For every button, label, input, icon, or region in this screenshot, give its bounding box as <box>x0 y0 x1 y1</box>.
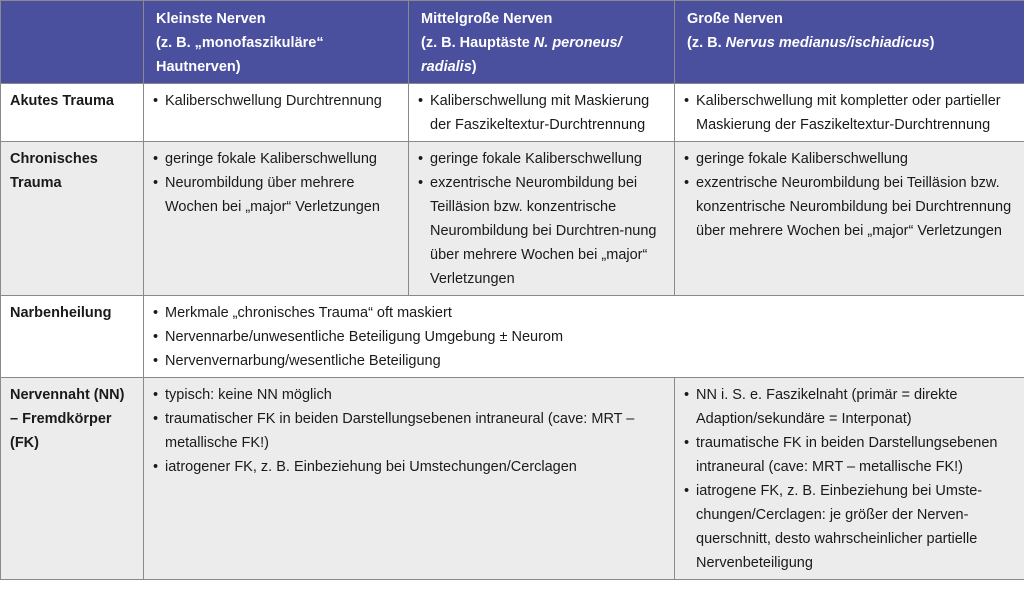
bullet-list <box>684 383 1015 575</box>
bullet-list <box>153 147 399 219</box>
header-mittelgrosse-nerven <box>409 1 675 84</box>
bullet-item: • NN i. S. e. Faszikelnaht (primär = direkte Adaption/sekundäre = Interponat) <box>684 383 1015 431</box>
cell-naht-klein-mittel <box>144 378 675 580</box>
bullet-item: • traumatischer FK in beiden Darstellungsebenen intraneural (cave: MRT – metallische FK!) <box>153 407 665 455</box>
header-col3-example: (z. B. Nervus medianus/ischiadicus) <box>687 35 935 51</box>
cell-akut-kleinste <box>144 84 409 142</box>
header-col2-example-cont: radialis) <box>421 59 477 75</box>
header-col1-example: (z. B. „monofaszikuläre“ <box>156 35 324 51</box>
bullet-item: • typisch: keine NN möglich <box>153 383 665 407</box>
row-label-chronisches-trauma: Chronisches Trauma <box>1 142 144 296</box>
bullet-list <box>153 383 665 479</box>
header-col1-title: Kleinste Nerven <box>156 11 266 27</box>
bullet-item: • iatrogene FK, z. B. Einbeziehung bei Umste-chungen/Cerclagen: je größer der Nerven-querschnitt, desto wahrscheinlicher partielle Nervenbeteiligung <box>684 479 1015 575</box>
bullet-item: • Nervenvernarbung/wesentliche Beteiligung <box>153 349 1015 373</box>
bullet-item: • Kaliberschwellung mit kompletter oder partieller Maskierung der Faszikeltextur-Durchtrennung <box>684 89 1015 137</box>
header-col3-title: Große Nerven <box>687 11 783 27</box>
header-col1-example-cont: Hautnerven) <box>156 59 241 75</box>
cell-chron-kleinste <box>144 142 409 296</box>
row-label-akutes-trauma: Akutes Trauma <box>1 84 144 142</box>
row-narbenheilung <box>1 296 1024 378</box>
bullet-list <box>684 89 1015 137</box>
bullet-item: • geringe fokale Kaliberschwellung <box>418 147 665 171</box>
header-col2-title: Mittelgroße Nerven <box>421 11 553 27</box>
cell-narbe-all <box>144 296 1024 378</box>
row-chronisches-trauma <box>1 142 1024 296</box>
row-label-narbenheilung: Narbenheilung <box>1 296 144 378</box>
bullet-item: • Merkmale „chronisches Trauma“ oft maskiert <box>153 301 1015 325</box>
bullet-item: • exzentrische Neurombildung bei Teilläsion bzw. konzentrische Neurombildung bei Durchtren-nung über mehrere Wochen bei „major“ Verletzungen <box>418 171 665 291</box>
cell-naht-gross <box>675 378 1024 580</box>
header-row <box>1 1 1024 84</box>
row-nervennaht-fremdkoerper <box>1 378 1024 580</box>
bullet-item: • Kaliberschwellung mit Maskierung der Faszikeltextur-Durchtrennung <box>418 89 665 137</box>
bullet-item: • Kaliberschwellung Durchtrennung <box>153 89 399 113</box>
bullet-item: • geringe fokale Kaliberschwellung <box>684 147 1015 171</box>
bullet-item: • Nervennarbe/unwesentliche Beteiligung Umgebung ± Neurom <box>153 325 1015 349</box>
bullet-item: • Neurombildung über mehrere Wochen bei „major“ Verletzungen <box>153 171 399 219</box>
bullet-item: • traumatische FK in beiden Darstellungsebenen intraneural (cave: MRT – metallische FK!) <box>684 431 1015 479</box>
row-label-nervennaht: Nervennaht (NN) – Fremdkörper (FK) <box>1 378 144 580</box>
bullet-list <box>153 301 1015 373</box>
header-corner-cell <box>1 1 144 84</box>
header-grosse-nerven <box>675 1 1024 84</box>
bullet-list <box>153 89 399 113</box>
cell-chron-gross <box>675 142 1024 296</box>
row-akutes-trauma <box>1 84 1024 142</box>
bullet-item: • exzentrische Neurombildung bei Teilläsion bzw. konzentrische Neurombildung bei Durchtrennung über mehrere Wochen bei „major“ Verletzungen <box>684 171 1015 243</box>
bullet-item: • geringe fokale Kaliberschwellung <box>153 147 399 171</box>
cell-akut-gross <box>675 84 1024 142</box>
bullet-list <box>418 89 665 137</box>
bullet-item: • iatrogener FK, z. B. Einbeziehung bei Umstechungen/Cerclagen <box>153 455 665 479</box>
header-col2-example: (z. B. Hauptäste N. peroneus/ <box>421 35 622 51</box>
header-kleinste-nerven <box>144 1 409 84</box>
bullet-list <box>684 147 1015 243</box>
cell-chron-mittel <box>409 142 675 296</box>
cell-akut-mittel <box>409 84 675 142</box>
bullet-list <box>418 147 665 291</box>
